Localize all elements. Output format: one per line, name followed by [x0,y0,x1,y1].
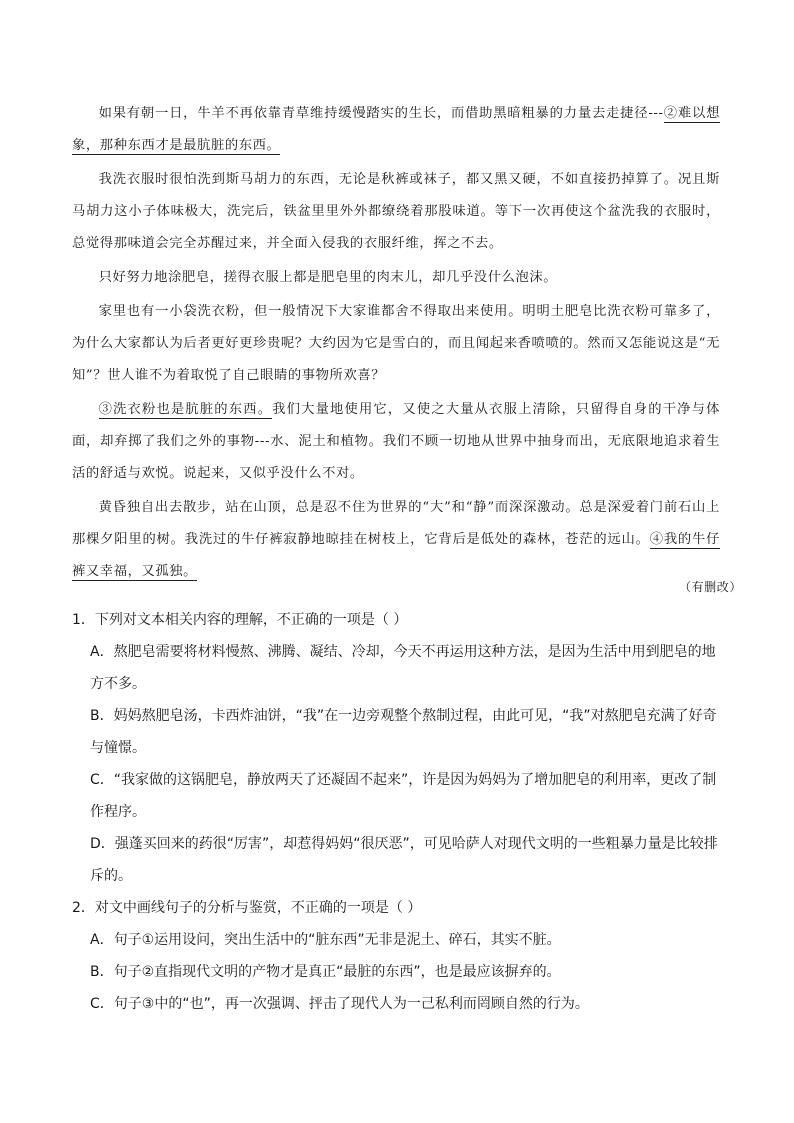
option-label: A． [90,932,114,948]
passage-paragraph-2: 我洗衣服时很怕洗到斯马胡力的东西，无论是秋裤或袜子，都又黑又硬，不如直接扔掉算了。况且斯马胡力这小子体味极大，洗完后，铁盆里里外外都缭绕着那股味道。等下一次再使这个盆洗我的衣服时，总觉得那味道会完全苏醒过来，并全面入侵我的衣服纤维，挥之不去。 [72,172,720,251]
option-text: 句子②直指现代文明的产物才是真正“最脏的东西”，也是最应该摒弃的。 [113,964,561,980]
question-2 [72,892,724,1020]
option-label: A． [90,644,114,660]
source-note: （有删改） [678,580,742,594]
underlined-sentence-2: ②难以想象，那种东西才是最肮脏的东西。 [72,106,720,153]
option-text: 句子①运用设问，突出生活中的“脏东西”无非是泥土、碎石，其实不脏。 [113,932,561,948]
question-stem: 2．对文中画线句子的分析与鉴赏，不正确的一项是（ ） [72,900,422,916]
reading-passage [72,98,720,590]
option-label: C． [90,772,114,788]
passage-paragraph-6 [72,492,720,588]
option-text: 熬肥皂需要将材料慢熬、沸腾、凝结、冷却，今天不再运用这种方法，是因为生活中用到肥皂的地方不多。 [90,644,716,692]
underlined-sentence-3: ③洗衣粉也是肮脏的东西。 [98,402,273,417]
passage-paragraph-5 [72,394,720,490]
paragraph-text: 黄昏独自出去散步，站在山顶，总是忍不住为世界的“大”和“静”而深深激动。总是深爱着门前石山上那棵夕阳里的树。我洗过的牛仔裤寂静地晾挂在树枝上，它背后是低处的森林，苍茫的远山。 [72,500,720,547]
questions-section [72,604,724,1020]
option-label: B． [90,708,114,724]
underlined-sentence-4: ④我的牛仔裤又幸福，又孤独。 [72,532,720,579]
option-a[interactable] [72,924,724,956]
option-label: B． [90,964,114,980]
option-b[interactable] [72,956,724,988]
question-1 [72,604,724,892]
passage-paragraph-4: 家里也有一小袋洗衣粉，但一般情况下大家谁都舍不得取出来使用。明明土肥皂比洗衣粉可靠多了，为什么大家都认为后者更好更珍贵呢？大约因为它是雪白的，而且闻起来香喷喷的。然而又怎能说这是“无知”？世人谁不为着取悦了自己眼睛的事物所欢喜？ [72,304,720,383]
option-c[interactable] [72,764,724,828]
passage-paragraph-3: 只好努力地涂肥皂，搓得衣服上都是肥皂里的肉末儿，却几乎没什么泡沫。 [98,270,558,285]
option-b[interactable] [72,700,724,764]
option-d[interactable] [72,828,724,892]
option-label: D． [90,836,115,852]
question-stem: 1．下列对文本相关内容的理解，不正确的一项是（ ） [72,612,408,628]
option-text: 强蓬买回来的药很“厉害”，却惹得妈妈“很厌恶”，可见哈萨人对现代文明的一些粗暴力量是比较排斥的。 [90,836,718,884]
passage-paragraph-1 [72,98,720,162]
paragraph-text: 如果有朝一日，牛羊不再依靠青草维持缓慢踏实的生长，而借助黑暗粗暴的力量去走捷径--- [98,106,664,121]
option-text: 妈妈熬肥皂汤，卡西炸油饼，“我”在一边旁观整个熬制过程，由此可见，“我”对熬肥皂充满了好奇与憧憬。 [90,708,717,756]
option-text: “我家做的这锅肥皂，静放两天了还凝固不起来”，许是因为妈妈为了增加肥皂的利用率，更改了制作程序。 [90,772,717,820]
option-c[interactable] [72,988,724,1020]
option-text: 句子③中的“也”，再一次强调、抨击了现代人为一己私利而罔顾自然的行为。 [113,996,589,1012]
option-a[interactable] [72,636,724,700]
option-label: C． [90,996,114,1012]
paragraph-text: 我们大量地使用它，又使之大量从衣服上清除，只留得自身的干净与体面，却弃掷了我们之外的事物---水、泥土和植物。我们不顾一切地从世界中抽身而出，无底限地追求着生活的舒适与欢悦。说起来，又似乎没什么不对。 [72,402,720,481]
